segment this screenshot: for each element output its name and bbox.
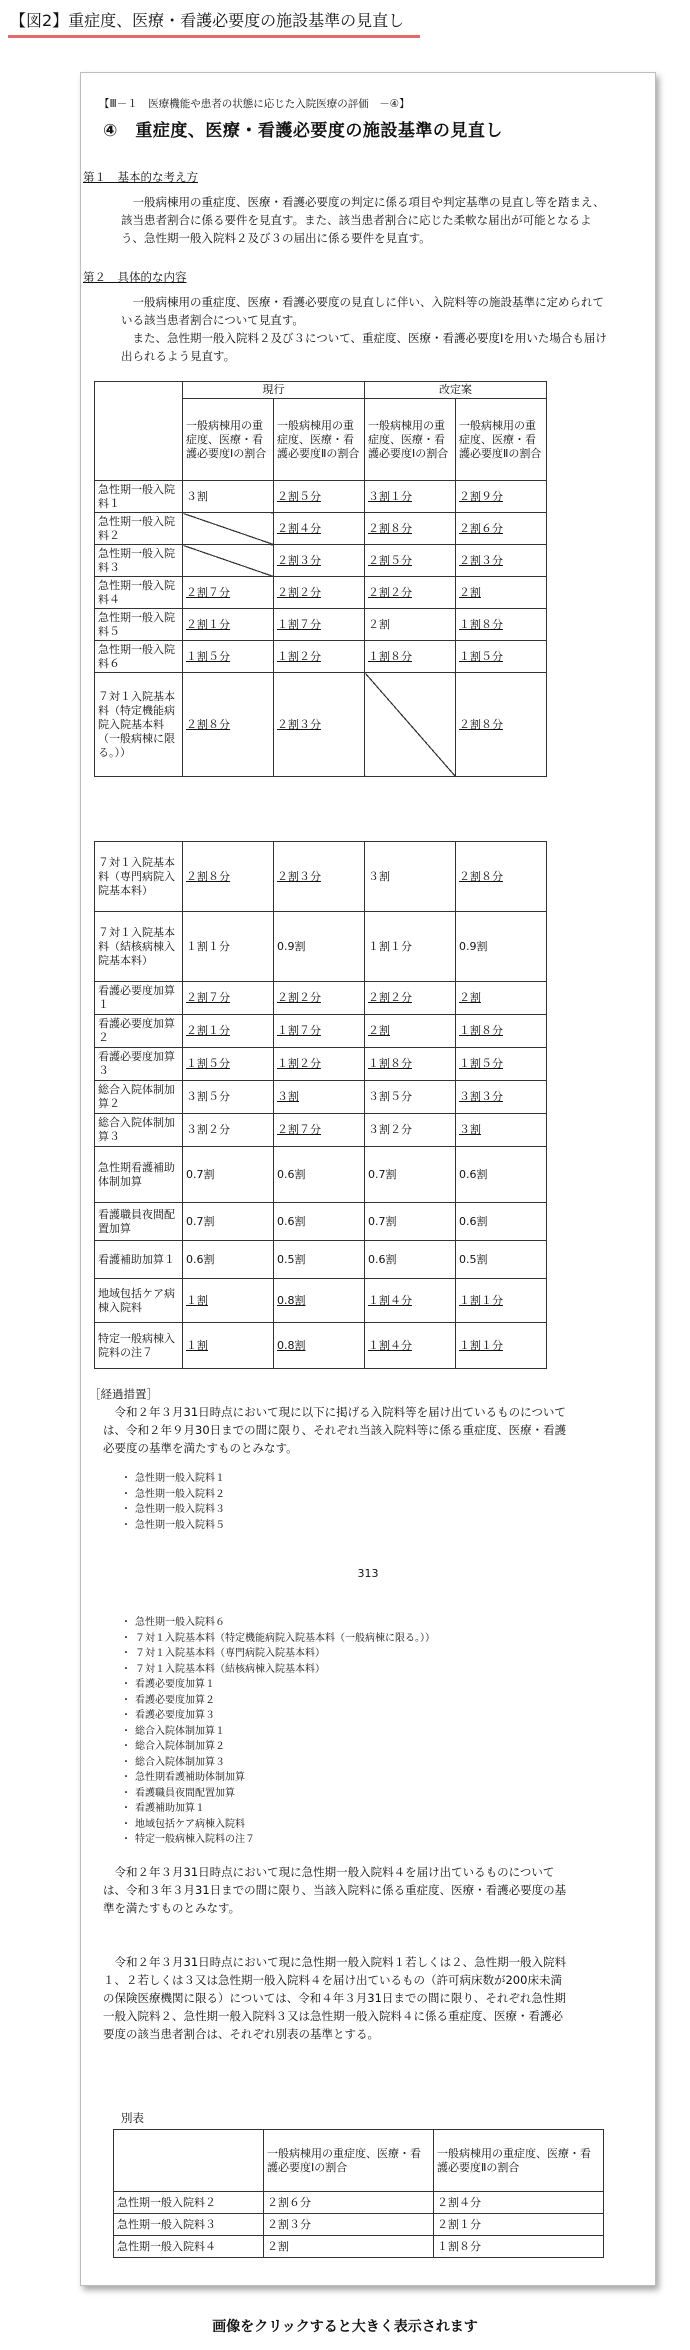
list-item: ・ 看護必要度加算３ xyxy=(121,1708,601,1724)
table1-cell: ２割３分 xyxy=(274,673,365,777)
table1-cell: １割５分 xyxy=(183,641,274,673)
table1-cell: ３割１分 xyxy=(365,481,456,513)
table2-row-label: 急性期看護補助体制加算 xyxy=(95,1147,183,1203)
table2-row-label: 看護必要度加算１ xyxy=(95,982,183,1015)
table2-cell: ２割 xyxy=(365,1015,456,1048)
table2-row-label: 特定一般病棟入院料の注７ xyxy=(95,1323,183,1369)
table1-cell: ２割７分 xyxy=(183,577,274,609)
table1-cell: １割８分 xyxy=(456,609,547,641)
appendix-cell: ２割３分 xyxy=(264,2214,434,2236)
appendix-corner xyxy=(114,2130,264,2192)
list-item: ・ 急性期一般入院料５ xyxy=(121,1518,601,1534)
list-item: ・ 特定一般病棟入院料の注７ xyxy=(121,1832,601,1848)
section-reference: 【Ⅲ－１ 医療機能や患者の状態に応じた入院医療の評価 －④】 xyxy=(99,98,410,110)
table1-cell: ２割 xyxy=(456,577,547,609)
appendix-cell: ２割１分 xyxy=(434,2214,604,2236)
table2-cell: １割２分 xyxy=(274,1048,365,1081)
table1-cell: ２割６分 xyxy=(456,513,547,545)
transitional-paragraph-3: 令和２年３月31日時点において現に急性期一般入院料１若しくは２、急性期一般入院料１、２若しくは３又は急性期一般入院料４を届け出ているもの（許可病床数が200床未満の保険医療機関に限る）については、令和４年３月31日までの間に限り、それぞれ急性期一般入院料２、急性期一般入院料３又は急性期一般入院料４に係る重症度、医療・看護必要度の該当患者割合は、それぞれ別表の基準とする。 xyxy=(103,1955,567,2041)
table2-cell: ２割８分 xyxy=(456,842,547,912)
title-underline xyxy=(8,35,420,38)
paragraph-specific-2: また、急性期一般入院料２及び３について、重症度、医療・看護必要度Ⅰを用いた場合も届け出られるよう見直す。 xyxy=(121,331,607,363)
table1-corner xyxy=(95,382,183,481)
table2-cell: １割４分 xyxy=(365,1323,456,1369)
table2-cell: １割１分 xyxy=(456,1279,547,1323)
table2-cell: 0.9割 xyxy=(274,912,365,982)
list-item: ・ 急性期一般入院料２ xyxy=(121,1487,601,1503)
appendix-row-label: 急性期一般入院料４ xyxy=(114,2236,264,2258)
table1-row-label: 急性期一般入院料４ xyxy=(95,577,183,609)
table1-col-header: 一般病棟用の重症度、医療・看護必要度Ⅱの割合 xyxy=(456,399,547,481)
table2-cell: ２割１分 xyxy=(183,1015,274,1048)
table2-row-label: 看護必要度加算３ xyxy=(95,1048,183,1081)
table2-cell: ３割２分 xyxy=(365,1114,456,1147)
list-item: ・ 急性期一般入院料１ xyxy=(121,1471,601,1487)
list-item: ・ 看護職員夜間配置加算 xyxy=(121,1786,601,1802)
table1-cell: ２割２分 xyxy=(365,577,456,609)
table1-cell: １割５分 xyxy=(456,641,547,673)
appendix-cell: ２割４分 xyxy=(434,2192,604,2214)
heading-specific-content: 第２ 具体的な内容 xyxy=(83,270,187,284)
table2-cell: ３割 xyxy=(365,842,456,912)
table1-cell: ２割４分 xyxy=(274,513,365,545)
table2-cell: １割８分 xyxy=(365,1048,456,1081)
appendix-row-label: 急性期一般入院料３ xyxy=(114,2214,264,2236)
table1-diagonal-cell xyxy=(183,545,274,577)
table2-cell: ３割 xyxy=(274,1081,365,1114)
table1-cell: ２割５分 xyxy=(365,545,456,577)
table2-cell: １割５分 xyxy=(183,1048,274,1081)
list-item: ・ 急性期一般入院料３ xyxy=(121,1502,601,1518)
table2-cell: 0.6割 xyxy=(274,1203,365,1241)
table1-cell: ２割９分 xyxy=(456,481,547,513)
table1-col-header: 一般病棟用の重症度、医療・看護必要度Ⅰの割合 xyxy=(365,399,456,481)
page-number: 313 xyxy=(357,1567,379,1580)
table1-diagonal-cell xyxy=(183,513,274,545)
table1-cell: ２割８分 xyxy=(456,673,547,777)
table2-cell: 0.7割 xyxy=(365,1203,456,1241)
table2-cell: 0.8割 xyxy=(274,1279,365,1323)
click-to-enlarge-caption: 画像をクリックすると大きく表示されます xyxy=(212,2319,478,2335)
criteria-table-1 xyxy=(94,381,547,777)
table2-cell: ２割２分 xyxy=(274,982,365,1015)
table2-cell: ２割７分 xyxy=(183,982,274,1015)
transitional-list-1 xyxy=(121,1471,601,1533)
appendix-col-header: 一般病棟用の重症度、医療・看護必要度Ⅱの割合 xyxy=(434,2130,604,2192)
table1-cell: ２割８分 xyxy=(365,513,456,545)
table1-row-label: 急性期一般入院料２ xyxy=(95,513,183,545)
list-item: ・ 総合入院体制加算３ xyxy=(121,1755,601,1771)
list-item: ・ 総合入院体制加算１ xyxy=(121,1724,601,1740)
paragraph-basic-approach: 一般病棟用の重症度、医療・看護必要度の判定に係る項目や判定基準の見直し等を踏まえ、該当患者割合に係る要件を見直す。また、該当患者割合に応じた柔軟な届出が可能となるよう、急性期一般入院料２及び３の届出に係る要件を見直す。 xyxy=(121,195,605,245)
table1-cell: ２割１分 xyxy=(183,609,274,641)
table2-row-label: ７対１入院基本料（結核病棟入院基本料） xyxy=(95,912,183,982)
table1-cell: ２割２分 xyxy=(274,577,365,609)
table2-cell: ２割８分 xyxy=(183,842,274,912)
table2-cell: １割８分 xyxy=(456,1015,547,1048)
table2-cell: ３割５分 xyxy=(365,1081,456,1114)
table2-row-label: 総合入院体制加算２ xyxy=(95,1081,183,1114)
table2-cell: １割 xyxy=(183,1279,274,1323)
table1-cell: ２割８分 xyxy=(183,673,274,777)
table2-cell: 0.8割 xyxy=(274,1323,365,1369)
document-title xyxy=(103,119,633,143)
table2-cell: ２割２分 xyxy=(365,982,456,1015)
table2-cell: ２割 xyxy=(456,982,547,1015)
transitional-heading: ［経過措置］ xyxy=(89,1387,158,1401)
table2-cell: 0.6割 xyxy=(456,1147,547,1203)
table1-cell: １割８分 xyxy=(365,641,456,673)
table1-row-label: 急性期一般入院料６ xyxy=(95,641,183,673)
table2-row-label: 看護職員夜間配置加算 xyxy=(95,1203,183,1241)
table1-cell: ２割３分 xyxy=(274,545,365,577)
table2-cell: ３割 xyxy=(456,1114,547,1147)
table1-row-label: 急性期一般入院料３ xyxy=(95,545,183,577)
table2-cell: 0.6割 xyxy=(456,1203,547,1241)
transitional-paragraph-1: 令和２年３月31日時点において現に以下に掲げる入院料等を届け出ているものについては、令和２年９月30日までの間に限り、それぞれ当該入院料等に係る重症度、医療・看護必要度の基準を満たすものとみなす。 xyxy=(103,1405,567,1455)
table2-cell: １割１分 xyxy=(365,912,456,982)
table2-cell: 0.6割 xyxy=(274,1147,365,1203)
appendix-row-label: 急性期一般入院料２ xyxy=(114,2192,264,2214)
table2-cell: 0.7割 xyxy=(365,1147,456,1203)
table1-col-header: 一般病棟用の重症度、医療・看護必要度Ⅰの割合 xyxy=(183,399,274,481)
appendix-table xyxy=(113,2129,604,2258)
table2-cell: 0.6割 xyxy=(365,1241,456,1279)
table2-cell: 0.7割 xyxy=(183,1147,274,1203)
table2-row-label: 看護必要度加算２ xyxy=(95,1015,183,1048)
appendix-cell: １割８分 xyxy=(434,2236,604,2258)
table2-cell: 0.5割 xyxy=(274,1241,365,1279)
table2-cell: 0.7割 xyxy=(183,1203,274,1241)
table1-diagonal-cell xyxy=(365,673,456,777)
list-item: ・ 看護必要度加算２ xyxy=(121,1693,601,1709)
list-item: ・ 総合入院体制加算２ xyxy=(121,1739,601,1755)
table2-cell: １割７分 xyxy=(274,1015,365,1048)
table2-cell: １割４分 xyxy=(365,1279,456,1323)
list-item: ・ 看護補助加算１ xyxy=(121,1801,601,1817)
table2-cell: ２割３分 xyxy=(274,842,365,912)
list-item: ・ 急性期一般入院料６ xyxy=(121,1615,601,1631)
list-item: ・ 看護必要度加算１ xyxy=(121,1677,601,1693)
title-text: 重症度、医療・看護必要度の施設基準の見直し xyxy=(135,121,503,141)
table1-row-label: 急性期一般入院料１ xyxy=(95,481,183,513)
table1-cell: １割２分 xyxy=(274,641,365,673)
table2-cell: 0.6割 xyxy=(183,1241,274,1279)
list-item: ・ ７対１入院基本料（専門病院入院基本料） xyxy=(121,1646,601,1662)
title-number: ④ xyxy=(103,121,118,141)
transitional-list-2 xyxy=(121,1615,601,1848)
table2-cell: ２割７分 xyxy=(274,1114,365,1147)
table1-group-current: 現行 xyxy=(183,382,365,399)
figure-title: 【図2】重症度、医療・看護必要度の施設基準の見直し xyxy=(10,11,405,30)
table2-cell: １割 xyxy=(183,1323,274,1369)
table1-group-revised: 改定案 xyxy=(365,382,547,399)
table2-cell: １割１分 xyxy=(456,1323,547,1369)
table1-row-label: 急性期一般入院料５ xyxy=(95,609,183,641)
table2-cell: １割５分 xyxy=(456,1048,547,1081)
document-image[interactable] xyxy=(80,72,656,2286)
table1-cell: ２割 xyxy=(365,609,456,641)
table1-cell: ２割３分 xyxy=(456,545,547,577)
list-item: ・ 急性期看護補助体制加算 xyxy=(121,1770,601,1786)
table2-cell: １割１分 xyxy=(183,912,274,982)
appendix-cell: ２割 xyxy=(264,2236,434,2258)
list-item: ・ ７対１入院基本料（特定機能病院入院基本料（一般病棟に限る。）） xyxy=(121,1631,601,1647)
table2-cell: ３割５分 xyxy=(183,1081,274,1114)
table2-row-label: ７対１入院基本料（専門病院入院基本料） xyxy=(95,842,183,912)
table2-row-label: 地域包括ケア病棟入院料 xyxy=(95,1279,183,1323)
table1-row-label: ７対１入院基本料（特定機能病院入院基本料（一般病棟に限る。）） xyxy=(95,673,183,777)
heading-basic-approach: 第１ 基本的な考え方 xyxy=(83,170,198,184)
table2-cell: ３割２分 xyxy=(183,1114,274,1147)
list-item: ・ ７対１入院基本料（結核病棟入院基本料） xyxy=(121,1662,601,1678)
list-item: ・ 地域包括ケア病棟入院料 xyxy=(121,1817,601,1833)
table1-cell: １割７分 xyxy=(274,609,365,641)
table2-cell: 0.9割 xyxy=(456,912,547,982)
table2-cell: ３割３分 xyxy=(456,1081,547,1114)
table1-cell: ３割 xyxy=(183,481,274,513)
appendix-col-header: 一般病棟用の重症度、医療・看護必要度Ⅰの割合 xyxy=(264,2130,434,2192)
table2-row-label: 看護補助加算１ xyxy=(95,1241,183,1279)
table1-cell: ２割５分 xyxy=(274,481,365,513)
appendix-caption: 別表 xyxy=(121,2111,144,2125)
criteria-table-2 xyxy=(94,841,547,1369)
paragraph-specific-1: 一般病棟用の重症度、医療・看護必要度の見直しに伴い、入院料等の施設基準に定められている該当患者割合について見直す。 xyxy=(121,295,604,327)
table2-row-label: 総合入院体制加算３ xyxy=(95,1114,183,1147)
transitional-paragraph-2: 令和２年３月31日時点において現に急性期一般入院料４を届け出ているものについては、令和３年３月31日までの間に限り、当該入院料に係る重症度、医療・看護必要度の基準を満たすものとみなす。 xyxy=(103,1865,567,1915)
table1-col-header: 一般病棟用の重症度、医療・看護必要度Ⅱの割合 xyxy=(274,399,365,481)
appendix-cell: ２割６分 xyxy=(264,2192,434,2214)
table2-cell: 0.5割 xyxy=(456,1241,547,1279)
